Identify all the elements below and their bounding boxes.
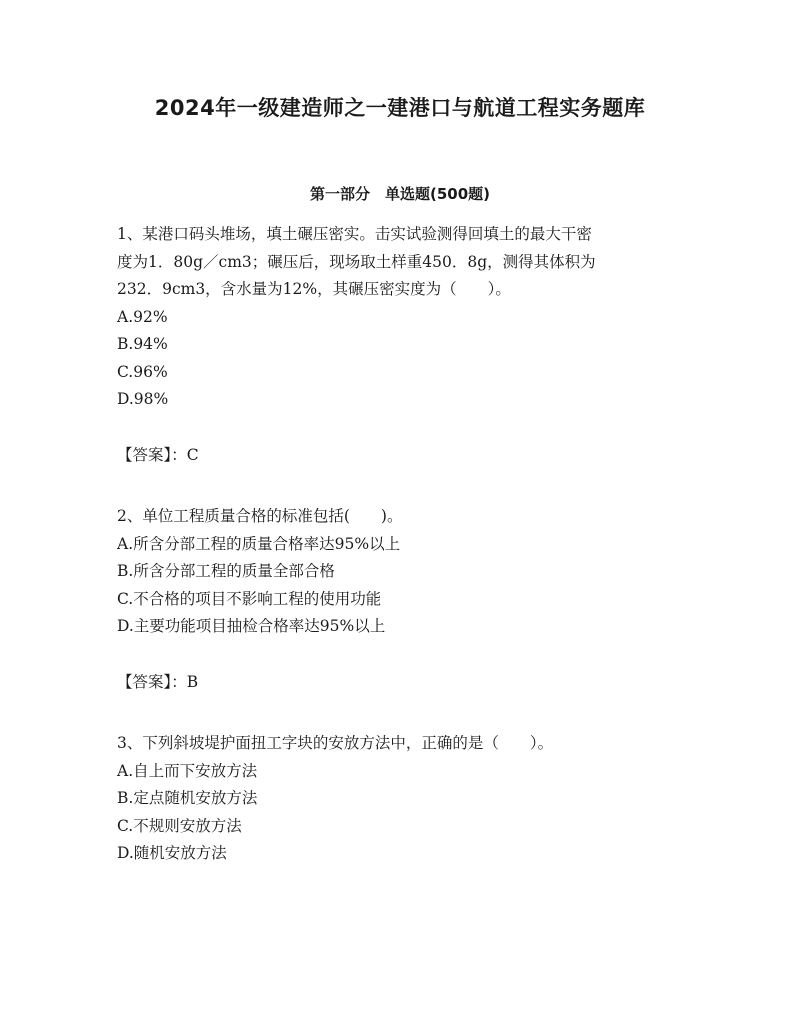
answer-label: 【答案】： bbox=[117, 672, 187, 691]
question-2-option-a: A.所含分部工程的质量合格率达95%以上 bbox=[117, 534, 401, 553]
answer-value: B bbox=[186, 672, 199, 691]
question-3-option-a: A.自上而下安放方法 bbox=[117, 761, 258, 780]
question-list bbox=[117, 221, 682, 868]
question-3-option-d: D.随机安放方法 bbox=[117, 844, 227, 862]
question-1-option-c: C.96% bbox=[117, 362, 168, 381]
question-2-answer bbox=[117, 669, 682, 697]
question-2-option-b: B.所含分部工程的质量全部合格 bbox=[117, 562, 335, 580]
question-1-option-a: A.92% bbox=[117, 307, 168, 326]
question-1-option-d: D.98% bbox=[117, 390, 169, 408]
question-1-text-line-2: 度为1．80g／cm3；碾压后，现场取土样重450．8g，测得其体积为 bbox=[117, 252, 596, 271]
question-1 bbox=[117, 221, 682, 503]
question-2-option-c: C.不合格的项目不影响工程的使用功能 bbox=[117, 589, 382, 608]
question-2-option-d: D.主要功能项目抽检合格率达95%以上 bbox=[117, 617, 386, 635]
question-1-answer bbox=[117, 442, 682, 470]
question-3-option-c: C.不规则安放方法 bbox=[117, 816, 242, 835]
question-1-text-line-3: 232．9cm3，含水量为12%，其碾压密实度为（ ）。 bbox=[117, 280, 511, 298]
answer-label: 【答案】： bbox=[117, 445, 187, 464]
section-title: 第一部分 单选题(500题) bbox=[309, 185, 491, 203]
question-3 bbox=[117, 730, 682, 868]
question-3-text-line-1: 3、下列斜坡堤护面扭工字块的安放方法中，正确的是（ ）。 bbox=[117, 734, 554, 752]
answer-value: C bbox=[186, 445, 199, 464]
question-2 bbox=[117, 503, 682, 730]
question-1-text-line-1: 1、某港口码头堆场，填土碾压密实。击实试验测得回填土的最大干密 bbox=[117, 225, 592, 243]
question-1-option-b: B.94% bbox=[117, 335, 168, 353]
question-3-option-b: B.定点随机安放方法 bbox=[117, 789, 258, 807]
question-2-text-line-1: 2、单位工程质量合格的标准包括( )。 bbox=[117, 507, 403, 525]
document-title: 2024年一级建造师之一建港口与航道工程实务题库 bbox=[154, 96, 646, 120]
